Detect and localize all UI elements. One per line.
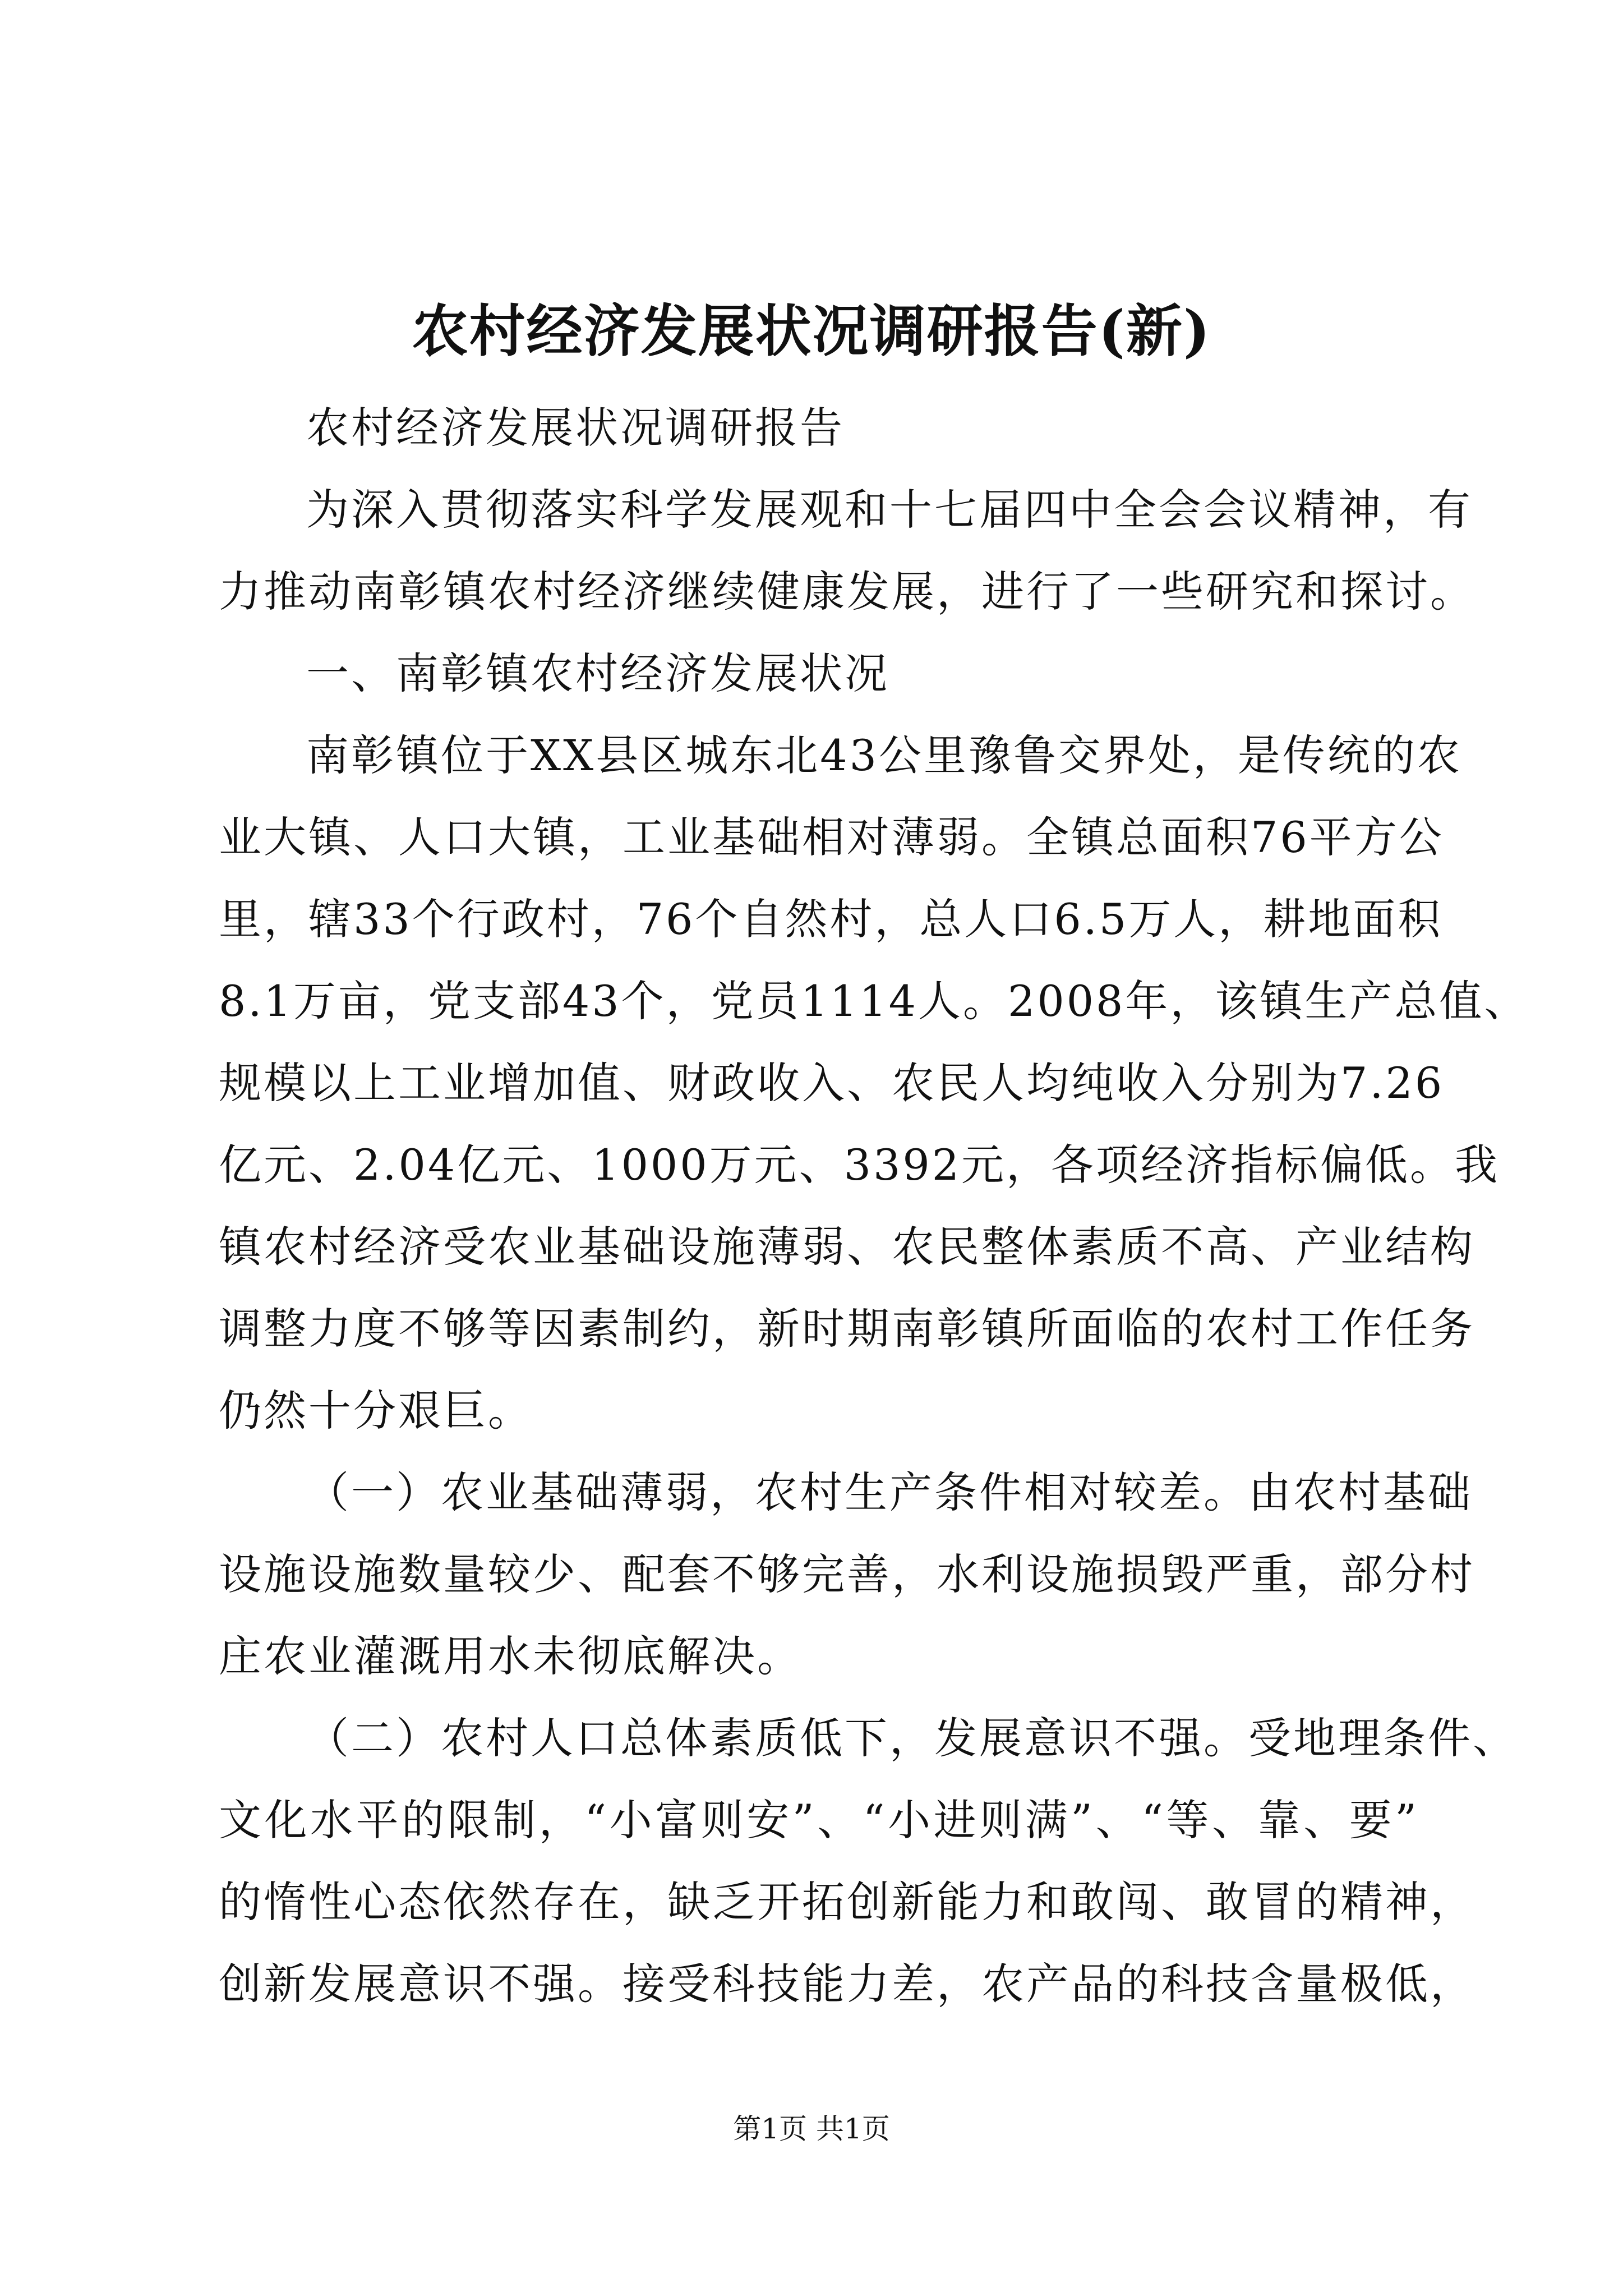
paragraph-line: （二）农村人口总体素质低下，发展意识不强。受地理条件、 [306, 1713, 1518, 1763]
paragraph-line: 业大镇、人口大镇，工业基础相对薄弱。全镇总面积76平方公 [219, 812, 1444, 862]
paragraph-line: （一）农业基础薄弱，农村生产条件相对较差。由农村基础 [306, 1467, 1473, 1517]
paragraph-line: 文化水平的限制，“小富则安”、“小进则满”、“等、靠、要” [219, 1795, 1419, 1845]
paragraph-line: 为深入贯彻落实科学发展观和十七届四中全会会议精神，有 [306, 485, 1473, 535]
paragraph-line: 镇农村经济受农业基础设施薄弱、农民整体素质不高、产业结构 [219, 1222, 1475, 1272]
page-footer: 第1页 共1页 [733, 2113, 890, 2145]
subtitle-line: 农村经济发展状况调研报告 [306, 403, 845, 453]
paragraph-line: 设施设施数量较少、配套不够完善，水利设施损毁严重，部分村 [219, 1549, 1475, 1599]
document-body [219, 387, 1529, 2025]
paragraph-line: 里，辖33个行政村，76个自然村，总人口6.5万人，耕地面积 [219, 894, 1443, 944]
paragraph-line: 亿元、2.04亿元、1000万元、3392元，各项经济指标偏低。我 [219, 1140, 1500, 1190]
paragraph-line: 仍然十分艰巨。 [219, 1386, 533, 1435]
paragraph-line: 南彰镇位于XX县区城东北43公里豫鲁交界处，是传统的农 [306, 730, 1462, 780]
paragraph-line: 调整力度不够等因素制约，新时期南彰镇所面临的农村工作任务 [219, 1304, 1475, 1354]
section-heading: 一、南彰镇农村经济发展状况 [306, 648, 889, 698]
paragraph-line: 庄农业灌溉用水未彻底解决。 [219, 1631, 802, 1681]
document-title: 农村经济发展状况调研报告(新) [412, 298, 1211, 364]
paragraph-line: 力推动南彰镇农村经济继续健康发展，进行了一些研究和探讨。 [219, 567, 1475, 616]
paragraph-line: 创新发展意识不强。接受科技能力差，农产品的科技含量极低， [219, 1959, 1475, 2009]
paragraph-line: 8.1万亩，党支部43个，党员1114人。2008年，该镇生产总值、 [219, 976, 1529, 1026]
paragraph-line: 的惰性心态依然存在，缺乏开拓创新能力和敢闯、敢冒的精神， [219, 1877, 1475, 1927]
paragraph-line: 规模以上工业增加值、财政收入、农民人均纯收入分别为7.26 [219, 1058, 1445, 1108]
